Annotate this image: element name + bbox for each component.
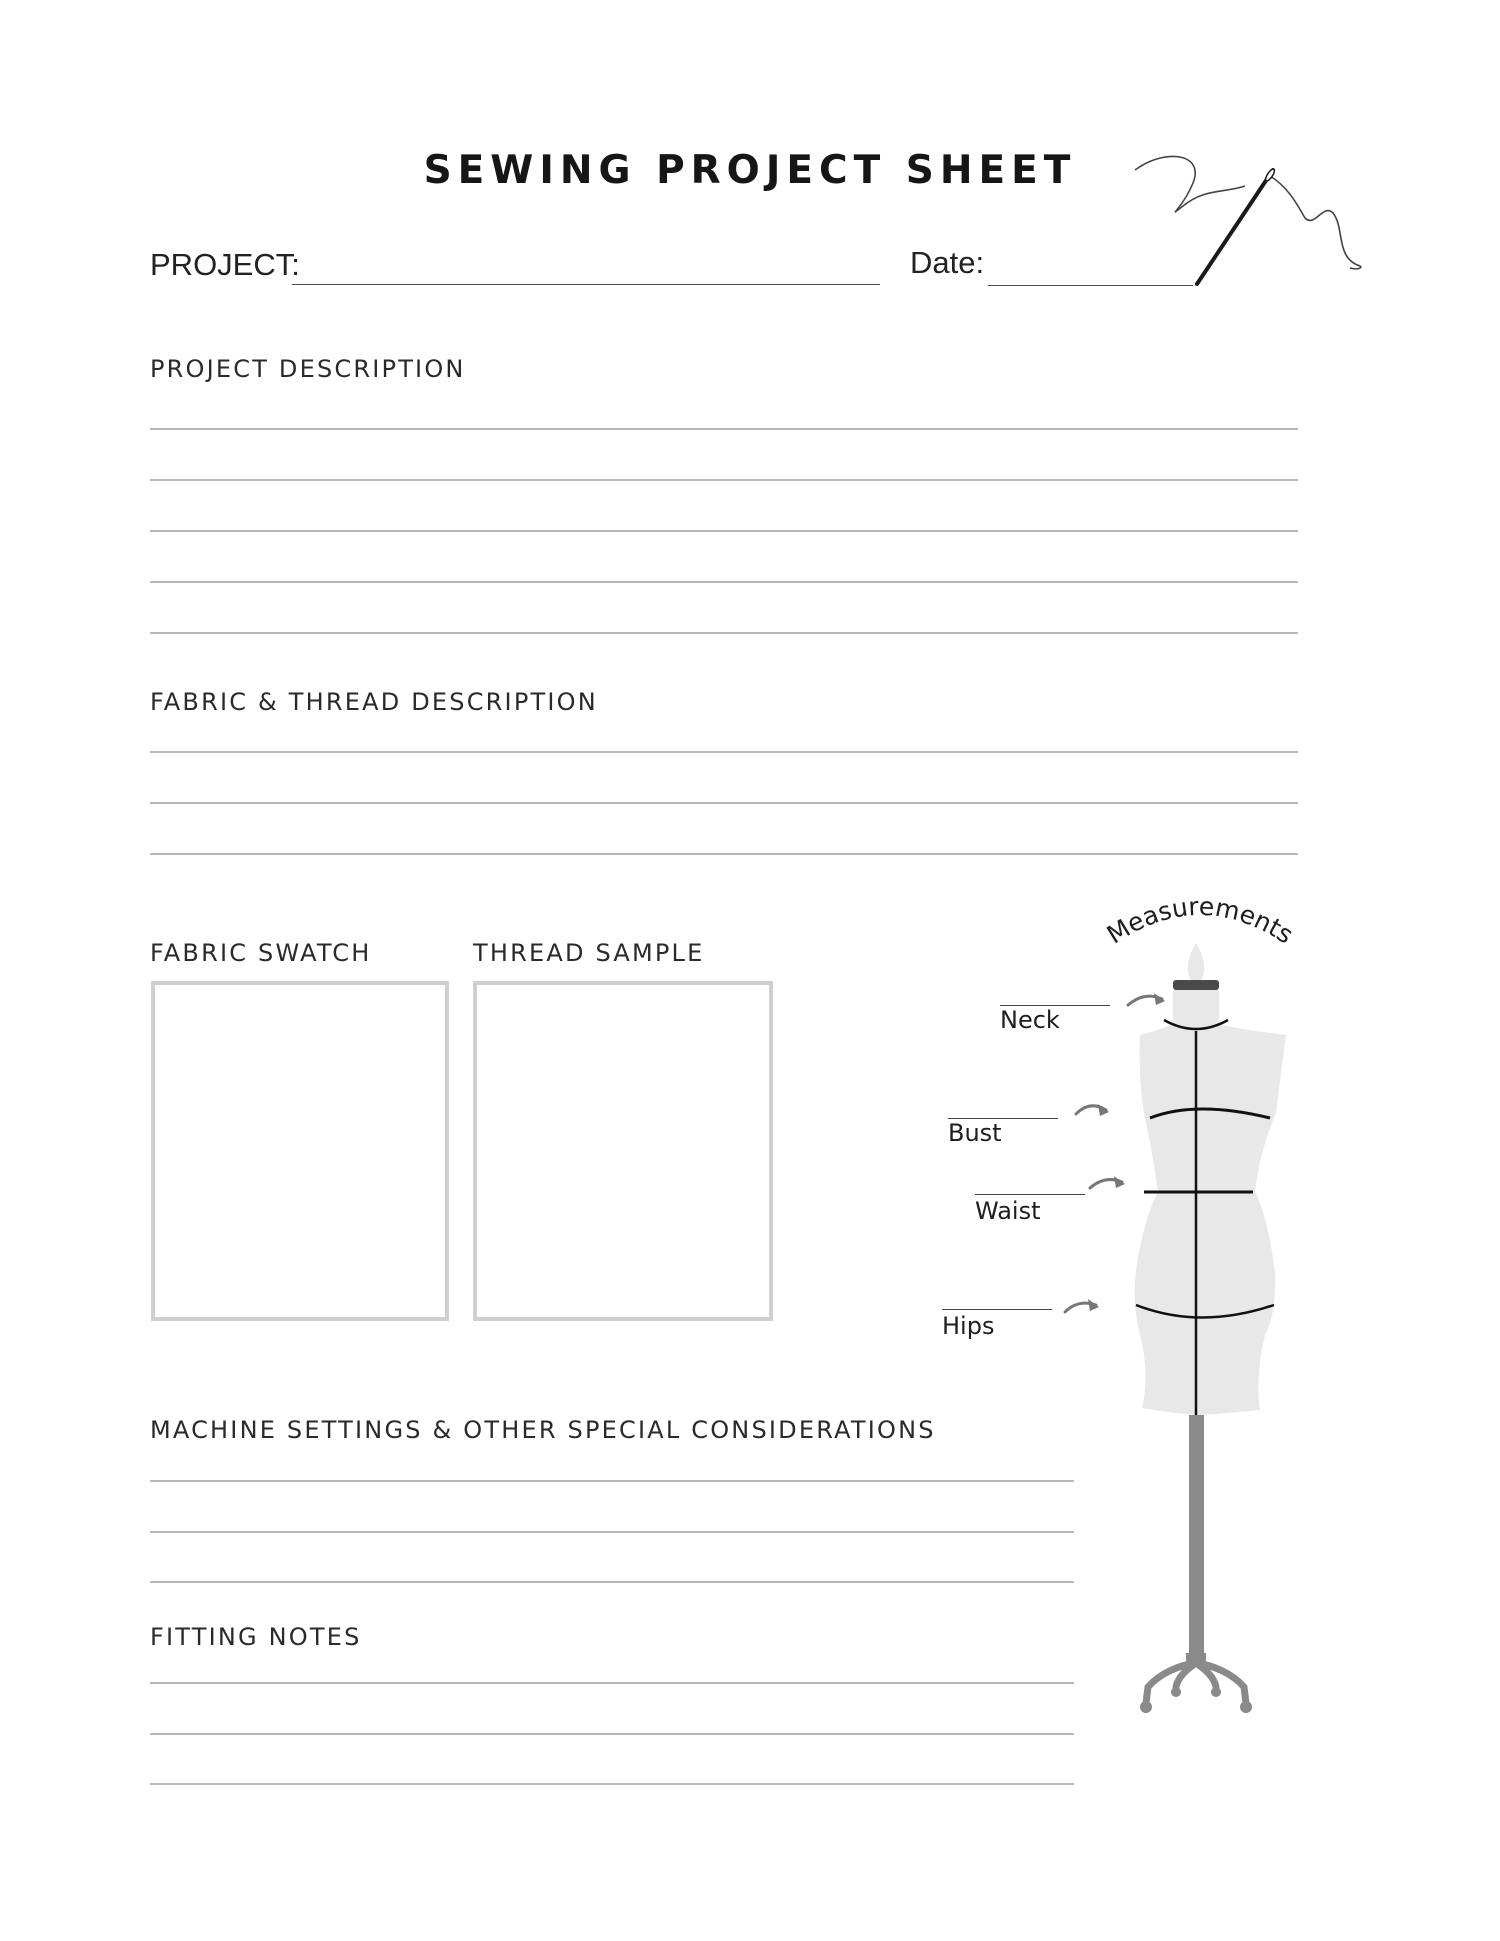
writing-line[interactable] (150, 581, 1298, 583)
project-field[interactable] (292, 284, 880, 285)
writing-line[interactable] (150, 1733, 1074, 1735)
writing-line[interactable] (150, 1682, 1074, 1684)
writing-line[interactable] (150, 428, 1298, 430)
thread-sample-label: THREAD SAMPLE (473, 939, 705, 967)
fitting-notes-label: FITTING NOTES (150, 1623, 362, 1651)
writing-line[interactable] (150, 1783, 1074, 1785)
writing-line[interactable] (150, 530, 1298, 532)
bust-label: Bust (948, 1119, 1002, 1147)
writing-line[interactable] (150, 1581, 1074, 1583)
writing-line[interactable] (150, 802, 1298, 804)
thread-sample-box[interactable] (473, 981, 773, 1321)
waist-measurement-field[interactable] (975, 1194, 1085, 1195)
date-label: Date: (910, 245, 985, 280)
date-field[interactable] (988, 285, 1193, 286)
measurement-arrows (1050, 985, 1180, 1345)
writing-line[interactable] (150, 479, 1298, 481)
fabric-swatch-label: FABRIC SWATCH (150, 939, 372, 967)
waist-label: Waist (975, 1197, 1041, 1225)
hips-label: Hips (942, 1312, 995, 1340)
writing-line[interactable] (150, 853, 1298, 855)
writing-line[interactable] (150, 632, 1298, 634)
measurements-title-text: Measurements (1101, 891, 1299, 950)
hips-measurement-field[interactable] (942, 1309, 1052, 1310)
fabric-thread-description-label: FABRIC & THREAD DESCRIPTION (150, 688, 598, 716)
project-description-label: PROJECT DESCRIPTION (150, 355, 466, 383)
page-title: SEWING PROJECT SHEET (423, 148, 1077, 193)
writing-line[interactable] (150, 751, 1298, 753)
project-label: PROJECT: (150, 247, 300, 282)
neck-label: Neck (1000, 1006, 1060, 1034)
fabric-swatch-box[interactable] (151, 981, 449, 1321)
writing-line[interactable] (150, 1531, 1074, 1533)
needle-thread-icon (1125, 148, 1365, 298)
machine-settings-label: MACHINE SETTINGS & OTHER SPECIAL CONSIDERATIONS (150, 1416, 936, 1444)
writing-line[interactable] (150, 1480, 1074, 1482)
